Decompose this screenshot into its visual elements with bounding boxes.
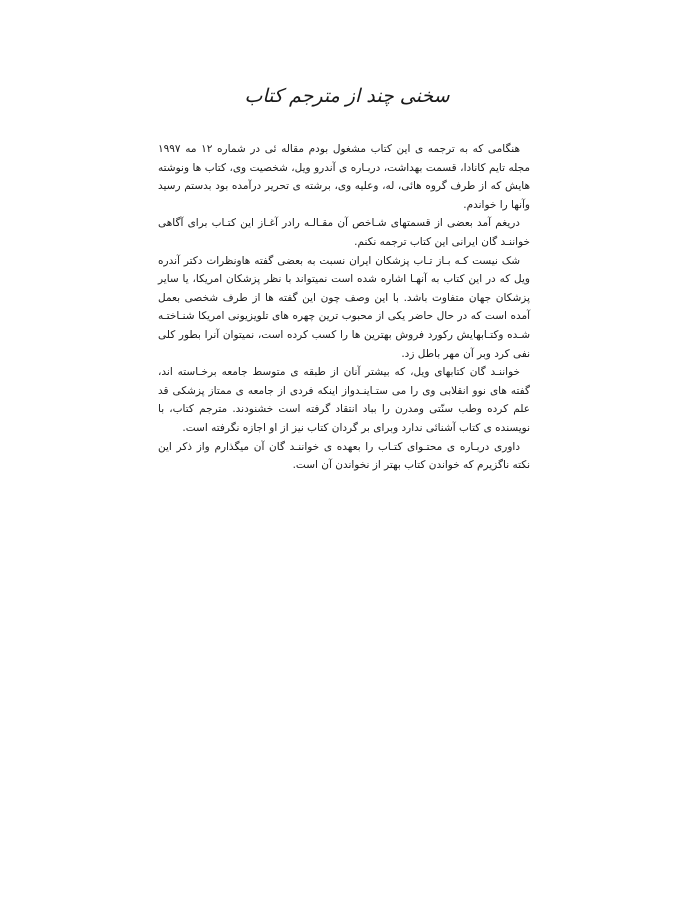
paragraph-4: خواننـد گان کتابهای ویل، که بیشتر آنان از طبقه ی متوسط جامعه برخـاسته اند، گفته های نوو انقلابی وی را می ستـاینـدواز اینکه فردی از جامعه ی ممتاز پزشکی قد علم کرده وطب سنّتی ومدرن را بباد انتقاد گرفته است خشنودند. مترجم کتاب، با نویسنده ی کتاب آشنائی ندارد وبرای بر گردان کتاب نیز از او اجازه نگرفته است. (158, 366, 530, 434)
paragraph-1: هنگامی که به ترجمه ی این کتاب مشغول بودم مقاله ئی در شماره ۱۲ مه ۱۹۹۷ مجله تایم کانادا، قسمت بهداشت، دربـاره ی آندرو ویل، شخصیت وی، کتاب ها ونوشته هایش که از طرف گروه هائی، له، وعلیه وی، برشته ی تحریر درآمده بود بدستم رسید وآنها را خواندم. (158, 143, 530, 211)
paragraph-5: داوری دربـاره ی محتـوای کتـاب را بعهده ی خواننـد گان آن میگذارم واز ذکر این نکته ناگزیرم که خواندن کتاب بهتر از نخواندن آن است. (158, 440, 530, 472)
paragraph-2: دریغم آمد بعضی از قسمتهای شـاخص آن مقـالـه رادر آغـاز این کتـاب برای آگاهی خواننـد گان ایرانی این کتاب ترجمه نکنم. (158, 217, 530, 248)
page-title: سخنی چند از مترجم کتاب (244, 85, 450, 107)
body-text (158, 140, 530, 475)
paragraph-3: شک نیست کـه بـاز تـاب پزشکان ایران نسبت به بعضی گفته هاونظرات دکتر آندره ویل که در این کتاب به آنهـا اشاره شده است نمیتواند با نظر پزشکان امریکا، یا سایر پزشکان جهان متفاوت باشد. با این وصف چون این گفته ها از طرف شخصی بعمل آمده است که در حال حاضر یکی از محبوب ترین چهره های تلویزیونی امریکا شنـاختـه شـده وکتـابهایش رکورد فروش بهترین ها را کسب کرده است، نمیتوان آنرا بطور کلی نفی کرد وبر آن مهر باطل زد. (158, 254, 530, 360)
